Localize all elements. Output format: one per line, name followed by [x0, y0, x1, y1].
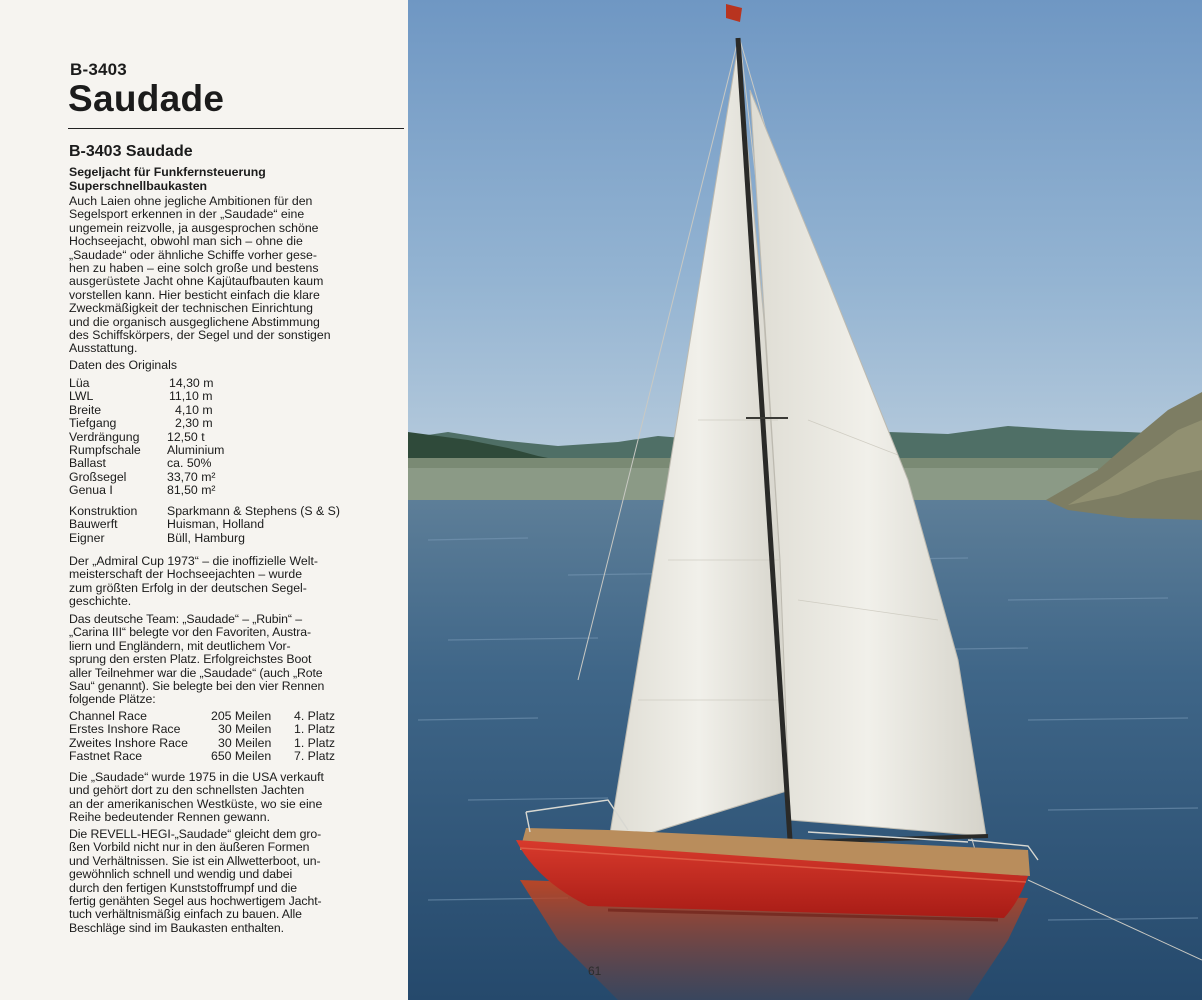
article-subtitle: B-3403 Saudade: [69, 143, 193, 160]
text-line: fertig genähten Segel aus hochwertigem Jacht-: [69, 894, 322, 909]
text-line: „Carina III“ belegte vor den Favoriten, Austra-: [69, 625, 312, 640]
origin-value: Büll, Hamburg: [167, 530, 245, 545]
text-line: Der „Admiral Cup 1973“ – die inoffizielle Welt-: [69, 554, 319, 568]
page-title: Saudade: [68, 78, 225, 119]
spec-label: Großsegel: [69, 469, 127, 484]
spec-value: 14,30 m: [169, 376, 214, 390]
text-line: Sau“ genannt). Sie belegte bei den vier Rennen: [69, 679, 325, 694]
text-line: zum größten Erfolg in der deutschen Segel-: [69, 580, 307, 595]
text-line: Das deutsche Team: „Saudade“ – „Rubin“ –: [69, 612, 302, 626]
text-line: ßen Vorbild nicht nur in den äußeren Formen: [69, 840, 310, 855]
text-line: Zweckmäßigkeit der technischen Einrichtung: [69, 301, 313, 316]
spec-value: 11,10 m: [169, 389, 213, 404]
text-line: vorstellen kann. Hier besticht einfach die klare: [69, 287, 320, 302]
usa-paragraph: [69, 771, 356, 825]
text-line: und Verhältnissen. Sie ist ein Allwetterboot, un-: [69, 853, 321, 868]
text-line: Die „Saudade“ wurde 1975 in die USA verkauft: [69, 770, 324, 784]
admiral-paragraph: [69, 555, 356, 609]
spec-label: Rumpfschale: [69, 442, 141, 457]
race-name: Fastnet Race: [69, 749, 143, 764]
text-line: liern und Engländern, mit deutlichem Vor-: [69, 638, 291, 653]
origin-label: Eigner: [69, 530, 105, 545]
product-code: B-3403: [70, 60, 127, 79]
article-column: [0, 0, 408, 1000]
spec-label: Verdrängung: [69, 429, 140, 444]
sailboat-photo: [408, 0, 1202, 1000]
title-divider: [68, 128, 404, 129]
race-place: 1. Platz: [294, 735, 336, 750]
race-name: Erstes Inshore Race: [69, 722, 181, 737]
spec-value: Aluminium: [167, 442, 225, 457]
race-name: Channel Race: [69, 709, 147, 723]
text-line: des Schiffskörpers, der Segel und der sonstigen: [69, 328, 331, 343]
spec-label: Genua I: [69, 483, 113, 498]
text-line: ausgerüstete Jacht ohne Kajütaufbauten kaum: [69, 274, 324, 289]
text-line: sprung den ersten Platz. Erfolgreichstes Boot: [69, 652, 312, 667]
text-line: hen zu haben – eine solch große und bestens: [69, 261, 319, 276]
text-line: ungemein reizvolle, ja ausgesprochen schöne: [69, 220, 319, 235]
text-line: und gehört dort zu den schnellsten Jachten: [69, 783, 305, 798]
text-line: geschichte.: [69, 594, 132, 609]
spec-label: LWL: [69, 389, 94, 404]
text-line: und die organisch ausgeglichene Abstimmung: [69, 314, 320, 329]
spec-value: ca. 50%: [167, 456, 212, 471]
text-line: Beschläge sind im Baukasten enthalten.: [69, 920, 284, 935]
race-distance: 30 Meilen: [218, 735, 272, 750]
race-place: 7. Platz: [294, 749, 336, 764]
spec-value: 33,70 m²: [167, 469, 216, 484]
race-distance: 205 Meilen: [211, 709, 272, 723]
spec-value: 2,30 m: [175, 416, 213, 431]
intro-paragraph: [69, 195, 356, 356]
spec-value: 81,50 m²: [167, 483, 216, 498]
text-line: tuch verhältnismäßig einfach zu bauen. Alle: [69, 907, 302, 922]
race-place: 1. Platz: [294, 722, 336, 737]
race-distance: 30 Meilen: [218, 722, 272, 737]
text-line: meisterschaft der Hochseejachten – wurde: [69, 567, 303, 582]
page-number: 61: [588, 964, 602, 978]
origin-label: Konstruktion: [69, 504, 138, 518]
spec-label: Ballast: [69, 456, 106, 471]
text-line: gewöhnlich schnell und wendig und dabei: [69, 867, 293, 882]
text-line: Hochseejacht, obwohl man sich – ohne die: [69, 234, 303, 249]
text-line: an der amerikanischen Westküste, wo sie eine: [69, 796, 323, 811]
text-line: folgende Plätze:: [69, 692, 156, 707]
race-place: 4. Platz: [294, 709, 336, 723]
text-line: Reihe bedeutender Rennen gewann.: [69, 810, 271, 825]
text-line: aller Teilnehmer war die „Saudade“ (auch „Rote: [69, 665, 323, 680]
text-line: „Saudade“ oder ähnliche Schiffe vorher gese-: [69, 247, 317, 262]
spec-label: Breite: [69, 402, 102, 417]
origin-value: Sparkmann & Stephens (S & S): [167, 504, 340, 518]
text-line: Segelsport erkennen in der „Saudade“ eine: [69, 207, 305, 222]
team-paragraph: [69, 613, 356, 707]
race-distance: 650 Meilen: [211, 749, 272, 764]
spec-label: Tiefgang: [69, 416, 117, 431]
text-line: Auch Laien ohne jegliche Ambitionen für den: [69, 194, 313, 208]
subhead-line: Superschnellbaukasten: [69, 179, 208, 193]
text-line: durch den fertigen Kunststoffrumpf und die: [69, 880, 297, 895]
spec-value: 12,50 t: [167, 429, 205, 444]
revell-paragraph: [69, 828, 356, 935]
spec-value: 4,10 m: [175, 402, 213, 417]
subhead-line: Segeljacht für Funkfernsteuerung: [69, 165, 266, 179]
spec-label: Lüa: [69, 376, 90, 390]
race-name: Zweites Inshore Race: [69, 735, 188, 750]
origin-value: Huisman, Holland: [167, 517, 265, 532]
origin-label: Bauwerft: [69, 517, 118, 532]
text-line: Die REVELL-HEGI-„Saudade“ gleicht dem gro-: [69, 827, 322, 841]
text-line: Ausstattung.: [69, 341, 138, 356]
specs-heading: Daten des Originals: [69, 358, 177, 372]
